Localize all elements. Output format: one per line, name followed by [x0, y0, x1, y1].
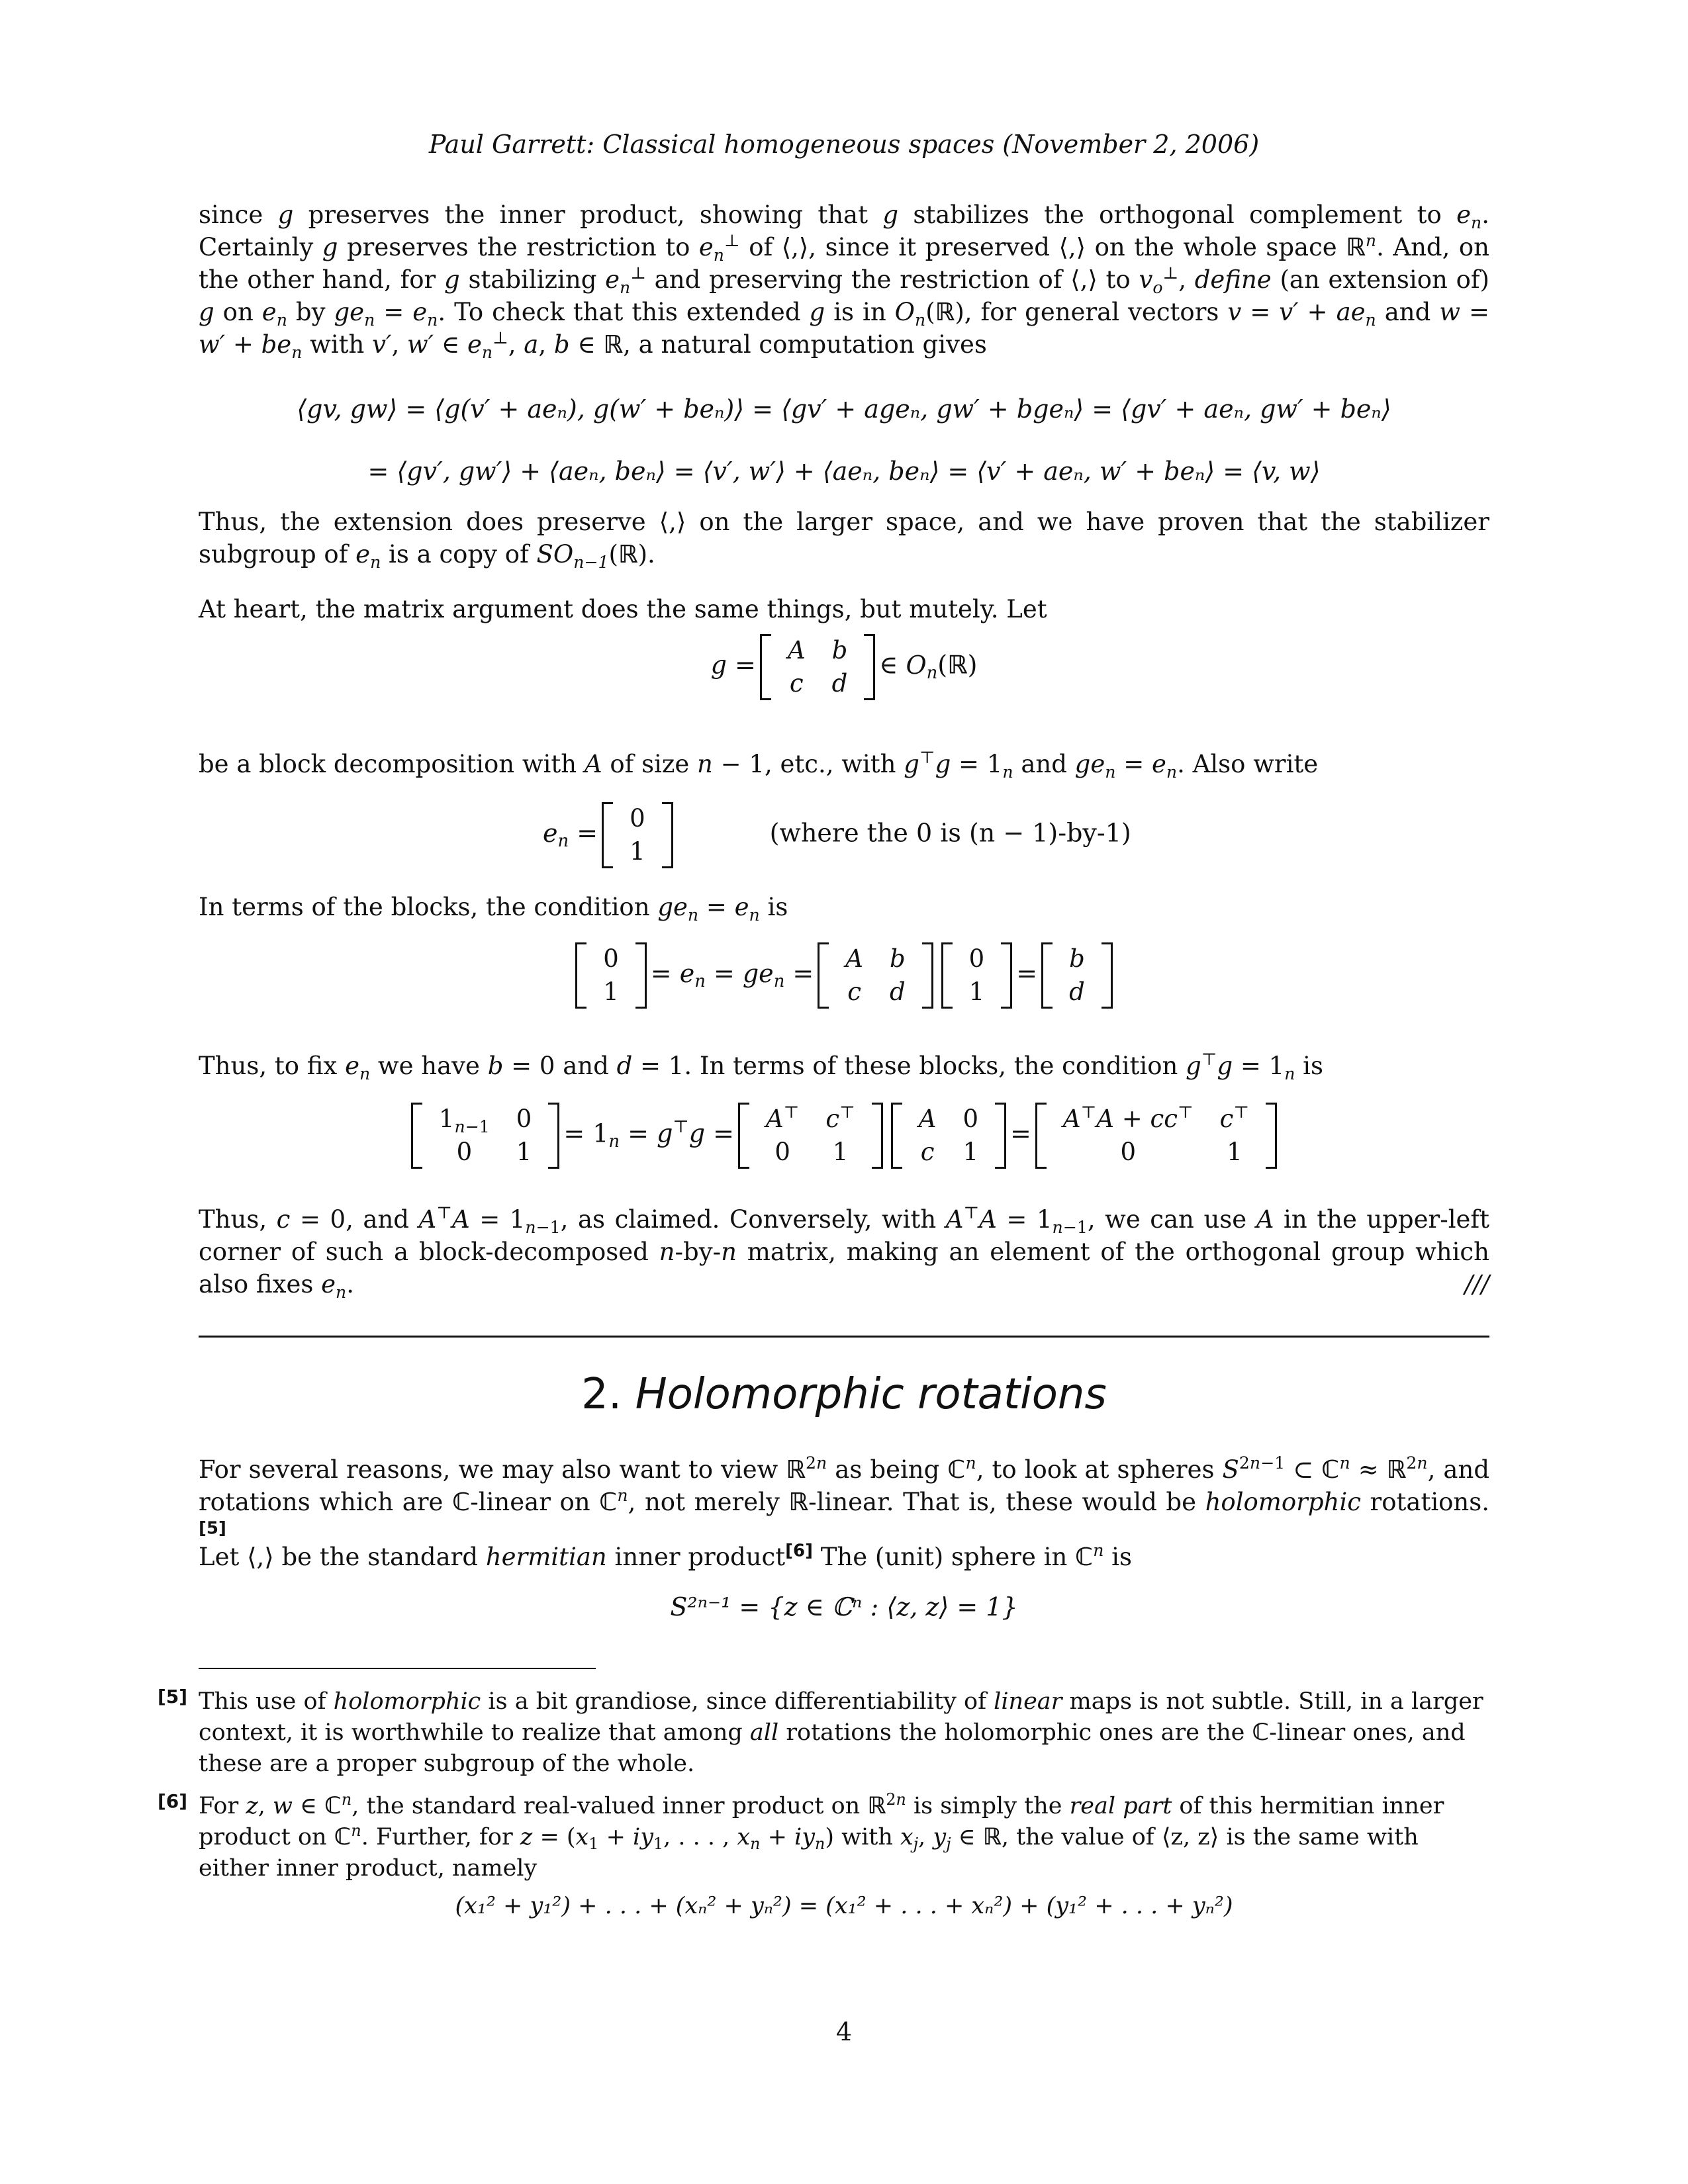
equation-fix-en: 0 1 = $e_n = ge_n$ = A b c d 0 1 = b d	[199, 942, 1489, 1009]
footnote-5-mark: [5]	[158, 1686, 188, 1707]
footnote-6: [6] For z, w ∈ ℂ$^n$, the standard real-valued inner product on ℝ$^{2n}$ is simply the real part of this hermitian inner product on ℂ$^n$. Further, for $z = (x_1 + iy_1$, . . . , $x_n + iy_n$) with $x_j$, $y_j$ ∈ ℝ, the value of ⟨z, z⟩ is the same with either inner product, namely	[199, 1791, 1489, 1884]
equation-g-block: g = A b c d ∈ $O_n(ℝ)$	[199, 634, 1489, 700]
footnote-ref-6[interactable]: [6]	[785, 1541, 813, 1561]
paragraph-8: For several reasons, we may also want to view ℝ$^{2n}$ as being ℂ$^n$, to look at spheres $S^{2n-1}$ ⊂ ℂ$^n$ ≈ ℝ$^{2n}$, and rotations which are ℂ-linear on ℂ$^n$, not merely ℝ-linear. That is, these would be holomorphic rotations. [5]	[199, 1453, 1490, 1539]
footnote-6-equation: (x₁² + y₁²) + . . . + (xₙ² + yₙ²) = (x₁² + . . . + xₙ²) + (y₁² + . . . + yₙ²)	[455, 1893, 1233, 1919]
footnote-5: [5] This use of holomorphic is a bit grandiose, since differentiability of linear maps is not subtle. Still, in a larger context, it is worthwhile to realize that among all rotations the holomorphic ones are the ℂ-linear ones, and these are a proper subgroup of the whole.	[199, 1686, 1489, 1780]
paragraph-4: be a block decomposition with A of size n − 1, etc., with $g^⊤g = 1_n$ and $ge_n = e_n$. Also write	[199, 748, 1319, 782]
paragraph-2: Thus, the extension does preserve ⟨,⟩ on the larger space, and we have proven that the stabilizer subgroup of $e_n$ is a copy of $SO_{n-1}(ℝ)$.	[199, 508, 1489, 572]
en-note: (where the 0 is (n − 1)-by-1)	[769, 818, 1131, 848]
footnote-ref-5[interactable]: [5]	[199, 1518, 226, 1539]
section-heading: 2. Holomorphic rotations	[581, 1370, 1107, 1419]
equation-en-vector: $e_n$ = 0 1 (where the 0 is (n − 1)-by-1)	[543, 802, 1337, 868]
paragraph-3: At heart, the matrix argument does the same things, but mutely. Let	[199, 595, 1047, 623]
matrix-en: 0 1	[602, 802, 673, 868]
matrix-g: A b c d	[760, 634, 875, 700]
qed-mark: ///	[1464, 1270, 1489, 1298]
equation-inner-product-1: ⟨gv, gw⟩ = ⟨g(v′ + aeₙ), g(w′ + beₙ)⟩ = ⟨gv′ + ageₙ, gw′ + bgeₙ⟩ = ⟨gv′ + aeₙ, gw′ + beₙ⟩	[297, 394, 1391, 424]
running-header: Paul Garrett: Classical homogeneous spaces (November 2, 2006)	[428, 130, 1260, 159]
footnote-rule	[199, 1668, 596, 1669]
paragraph-1: since g preserves the inner product, showing that g stabilizes the orthogonal complement to $e_n$. Certainly g preserves the restriction to $e_n^\perp$ of ⟨,⟩, since it preserved ⟨,⟩ on the whole space ℝ$^n$. And, on the other hand, for g stabilizing $e_n^\perp$ and preserving the restriction of ⟨,⟩ to $v_o^\perp$, define (an extension of) g on $e_n$ by $ge_n = e_n$. To check that this extended g is in $O_n(ℝ)$, for general vectors $v = v' + ae_n$ and $w = w' + be_n$ with v′, w′ ∈ $e_n^\perp$, a, b ∈ ℝ, a natural computation gives	[199, 201, 1489, 362]
footnote-6-mark: [6]	[158, 1790, 188, 1812]
equation-unit-sphere: S²ⁿ⁻¹ = {z ∈ ℂⁿ : ⟨z, z⟩ = 1}	[670, 1592, 1018, 1621]
equation-inner-product-2: = ⟨gv′, gw′⟩ + ⟨aeₙ, beₙ⟩ = ⟨v′, w′⟩ + ⟨aeₙ, beₙ⟩ = ⟨v′ + aeₙ, w′ + beₙ⟩ = ⟨v, w⟩	[367, 457, 1321, 486]
paragraph-7: Thus, c = 0, and $A^⊤A = 1_{n-1}$, as claimed. Conversely, with $A^⊤A = 1_{n-1}$, we can use A in the upper-left corner of such a block-decomposed n-by-n matrix, making an element of the orthogonal group which also fixes $e_n$. ///	[199, 1203, 1489, 1302]
paragraph-5: In terms of the blocks, the condition $ge_n = e_n$ is	[199, 893, 788, 925]
section-rule	[199, 1336, 1489, 1338]
paragraph-9: Let ⟨,⟩ be the standard hermitian inner product[6] The (unit) sphere in ℂ$^n$ is	[199, 1541, 1133, 1571]
page-number: 4	[835, 2017, 853, 2046]
equation-transpose: $1_{n-1}$ 0 0 1 = $1_n = g^⊤g$ = A⊤ c⊤ 0 1 A 0 c 1 = A⊤A + cc⊤ c⊤ 0 1	[199, 1103, 1489, 1169]
paragraph-6: Thus, to fix $e_n$ we have b = 0 and d = 1. In terms of these blocks, the condition $g^⊤g = 1_n$ is	[199, 1050, 1323, 1083]
